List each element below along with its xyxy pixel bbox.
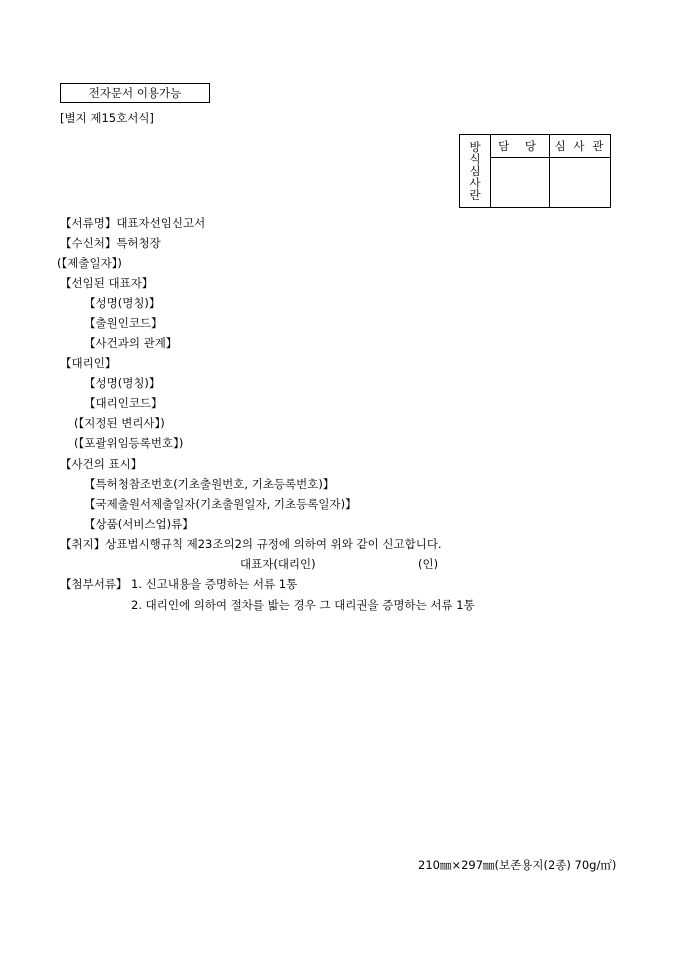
side-char: 심 bbox=[469, 164, 481, 178]
approval-col-staff: 담 당 bbox=[491, 135, 550, 158]
field-international-date: 【국제출원서제출일자(기초출원일자, 기초등록일자)】 bbox=[84, 497, 357, 511]
approval-side-label bbox=[460, 135, 491, 208]
field-designated-attorney: (【지정된 변리사】) bbox=[74, 416, 165, 430]
field-rep-name: 【성명(명칭)】 bbox=[84, 296, 161, 310]
side-char: 방 bbox=[469, 140, 481, 154]
field-case-relation: 【사건과의 관계】 bbox=[84, 336, 178, 350]
approval-table bbox=[459, 134, 611, 208]
seal-mark: (인) bbox=[418, 557, 439, 571]
field-applicant-code: 【출원인코드】 bbox=[84, 316, 163, 330]
field-agent-code: 【대리인코드】 bbox=[84, 396, 163, 410]
field-document-name: 【서류명】대표자선임신고서 bbox=[60, 216, 206, 230]
approval-col-examiner: 심 사 관 bbox=[550, 135, 611, 158]
field-purpose: 【취지】상표법시행규칙 제23조의2의 규정에 의하여 위와 같이 신고합니다. bbox=[60, 537, 442, 551]
side-char: 식 bbox=[469, 152, 481, 166]
field-agent: 【대리인】 bbox=[60, 356, 117, 370]
attachments-label: 【첨부서류】 bbox=[60, 577, 128, 591]
staff-signature-cell bbox=[491, 158, 550, 208]
field-goods-class: 【상품(서비스업)류】 bbox=[84, 517, 194, 531]
attachment-item-2: 2. 대리인에 의하여 절차를 밟는 경우 그 대리권을 증명하는 서류 1통 bbox=[131, 598, 475, 612]
field-general-power-number: (【포괄위임등록번호】) bbox=[74, 436, 184, 450]
field-case-indication: 【사건의 표시】 bbox=[60, 457, 143, 471]
form-number: [별지 제15호서식] bbox=[60, 111, 154, 125]
field-submission-date: (【제출일자】) bbox=[57, 256, 122, 270]
paper-spec-footer: 210㎜×297㎜(보존용지(2종) 70g/㎡) bbox=[418, 858, 617, 872]
signature-label: 대표자(대리인) bbox=[240, 557, 316, 571]
examiner-signature-cell bbox=[550, 158, 611, 208]
side-char: 란 bbox=[469, 188, 481, 202]
field-agent-name: 【성명(명칭)】 bbox=[84, 376, 161, 390]
field-reference-number: 【특허청참조번호(기초출원번호, 기초등록번호)】 bbox=[84, 477, 335, 491]
electronic-document-label: 전자문서 이용가능 bbox=[60, 83, 210, 103]
field-recipient: 【수신처】특허청장 bbox=[60, 236, 161, 250]
attachment-item-1: 1. 신고내용을 증명하는 서류 1통 bbox=[131, 577, 298, 591]
side-char: 사 bbox=[469, 176, 481, 190]
field-appointed-representative: 【선임된 대표자】 bbox=[60, 276, 154, 290]
